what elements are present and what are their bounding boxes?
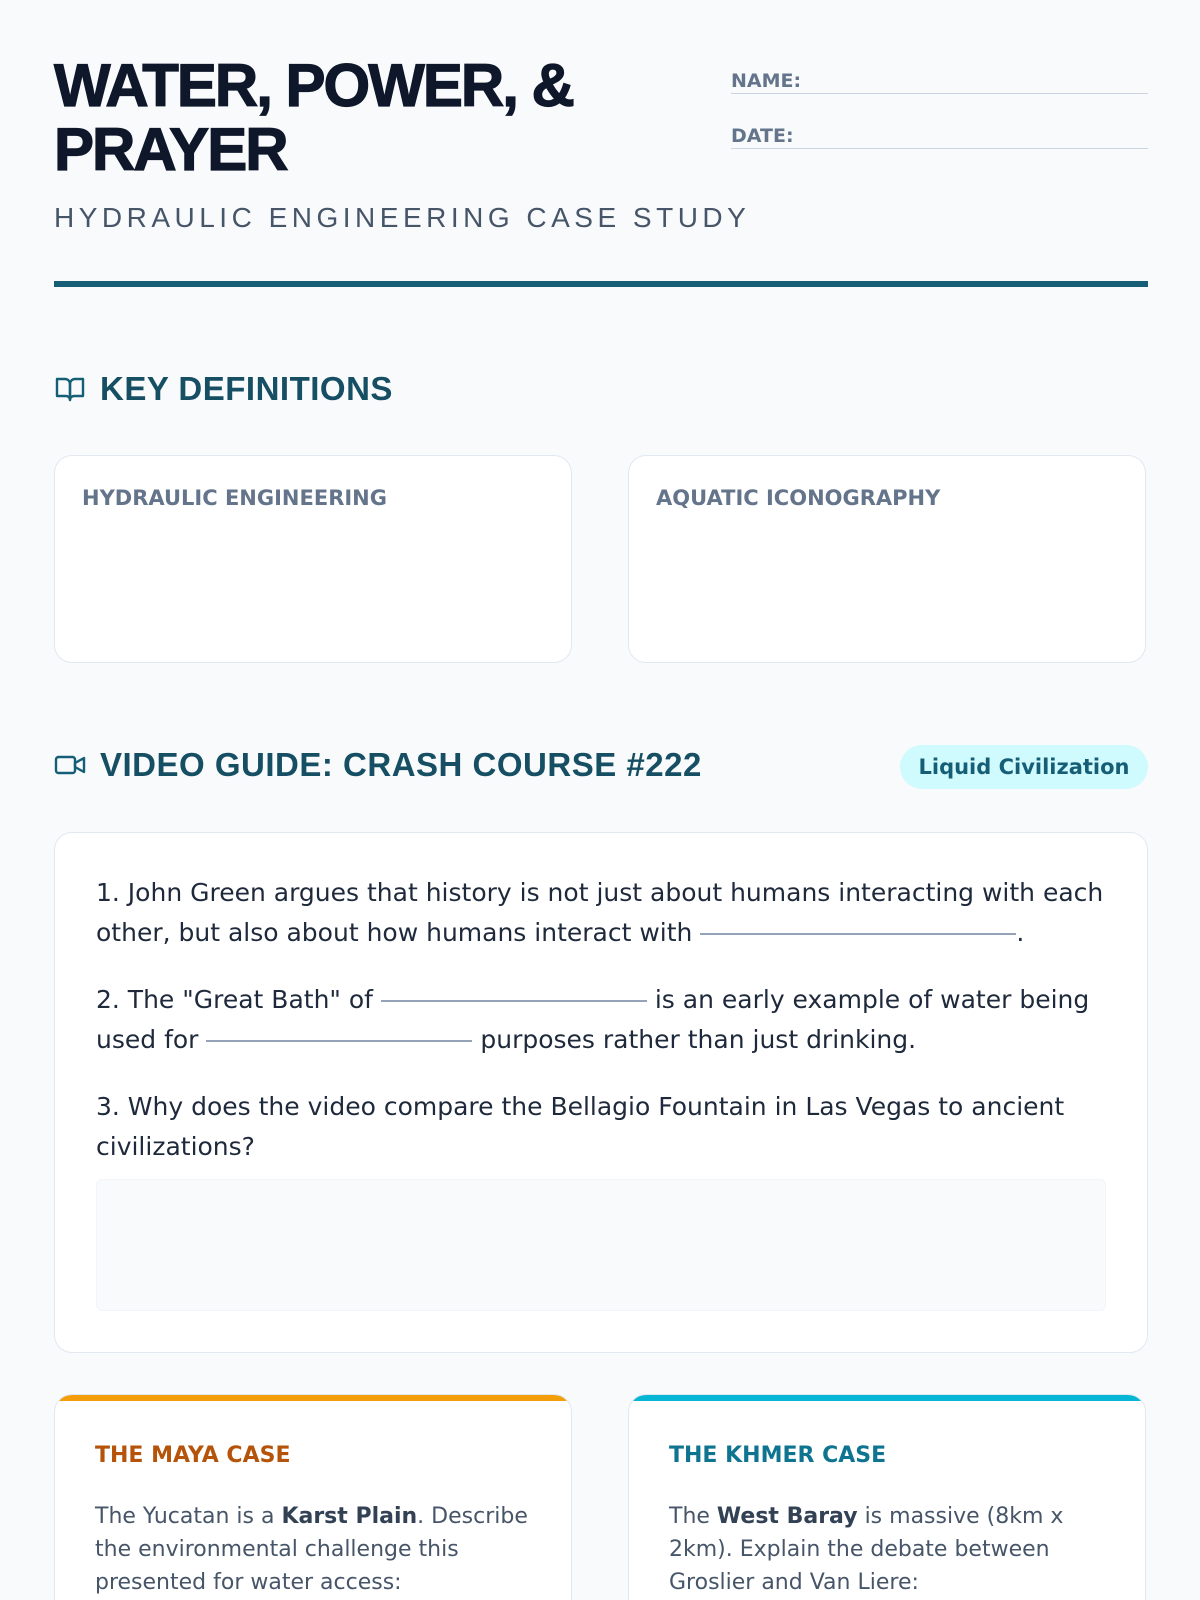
question-2-text-a: 2. The "Great Bath" of xyxy=(96,985,373,1014)
question-2-text-c: purposes rather than just drinking. xyxy=(480,1025,917,1054)
question-2-text-b: is an early example of water being used for xyxy=(96,985,1090,1054)
page-title: WATER, POWER, & PRAYER xyxy=(54,52,573,183)
definition-card-hydraulic-engineering[interactable] xyxy=(54,455,572,663)
case-prompt: The Yucatan is a Karst Plain. Describe the environmental challenge this presented for water access: xyxy=(95,1504,528,1595)
date-label: DATE: xyxy=(731,125,794,147)
definitions-heading-label: KEY DEFINITIONS xyxy=(100,370,393,407)
name-field[interactable] xyxy=(731,62,1148,94)
header-divider xyxy=(54,281,1148,287)
definition-card-aquatic-iconography[interactable] xyxy=(628,455,1146,663)
question-3: 3. Why does the video compare the Bellagio Fountain in Las Vegas to ancient civilizations? xyxy=(96,1092,1065,1161)
video-guide-heading xyxy=(54,746,702,784)
question-2 xyxy=(96,980,1106,1060)
fill-blank[interactable] xyxy=(206,1040,472,1042)
page-subtitle: HYDRAULIC ENGINEERING CASE STUDY xyxy=(54,202,751,233)
video-camera-icon xyxy=(54,749,86,781)
fill-blank[interactable] xyxy=(700,933,1016,935)
question-1 xyxy=(96,873,1106,953)
worksheet-page xyxy=(54,0,1148,1600)
video-guide-heading-label: VIDEO GUIDE: CRASH COURSE #222 xyxy=(100,746,702,783)
date-field[interactable] xyxy=(731,117,1148,149)
video-questions-card xyxy=(54,832,1148,1353)
case-prompt: The West Baray is massive (8km x 2km). Explain the debate between Groslier and Van Liere: xyxy=(669,1504,1064,1595)
question-1-end: . xyxy=(1016,918,1025,947)
definition-term: AQUATIC ICONOGRAPHY xyxy=(656,486,941,510)
case-title: THE KHMER CASE xyxy=(669,1443,887,1468)
khmer-case-card xyxy=(628,1394,1146,1600)
question-1-text: 1. John Green argues that history is not just about humans interacting with each other, but also about how humans interact with xyxy=(96,878,1104,947)
name-label: NAME: xyxy=(731,70,802,92)
case-accent-bar xyxy=(629,1395,1145,1401)
book-open-icon xyxy=(54,373,86,405)
question-3-answer-box[interactable] xyxy=(96,1179,1106,1311)
definition-term: HYDRAULIC ENGINEERING xyxy=(82,486,387,510)
case-accent-bar xyxy=(55,1395,571,1401)
definitions-heading xyxy=(54,370,393,408)
topic-tag: Liquid Civilization xyxy=(900,745,1148,789)
fill-blank[interactable] xyxy=(381,1000,647,1002)
maya-case-card xyxy=(54,1394,572,1600)
case-title: THE MAYA CASE xyxy=(95,1443,291,1468)
